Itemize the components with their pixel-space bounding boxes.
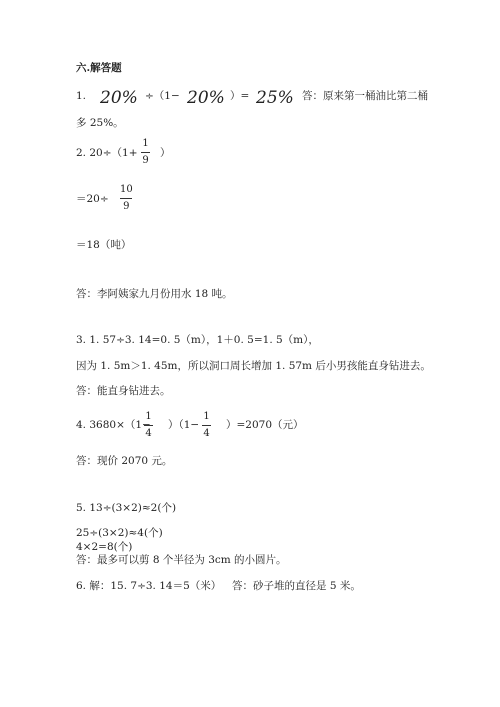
q4-middle: ）（1− xyxy=(168,419,200,431)
q2-fraction-2 xyxy=(120,184,133,213)
q1-percent-a: 20% xyxy=(100,88,138,108)
q2-line-2-prefix: ＝20÷ xyxy=(76,193,109,205)
q4-suffix: ）=2070（元） xyxy=(226,419,304,431)
q2-answer: 答：李阿姨家九月份用水 18 吨。 xyxy=(76,288,233,300)
q4-prefix: 4. 3680×（1− xyxy=(76,419,151,431)
q2-line-3: ＝18（吨） xyxy=(76,239,132,251)
q1-percent-c: 25% xyxy=(256,88,294,108)
q1-operator-1: ÷（1− xyxy=(145,90,180,102)
q5-line-1: 5. 13÷(3×2)≈2(个) xyxy=(76,502,177,514)
fraction-bar xyxy=(120,198,132,199)
fraction-numerator: 1 xyxy=(142,138,149,149)
q2-line-1-prefix: 2. 20÷（1+ xyxy=(76,147,138,159)
fraction-denominator: 9 xyxy=(142,155,149,166)
q1-answer: 答：原来第一桶油比第二桶 xyxy=(302,90,428,102)
q3-answer: 答：能直身钻进去。 xyxy=(76,385,171,397)
q6-line: 6. 解：15. 7÷3. 14＝5（米） xyxy=(76,580,222,592)
fraction-bar xyxy=(202,425,211,426)
section-title: 六.解答题 xyxy=(76,62,122,74)
fraction-denominator: 9 xyxy=(123,201,130,212)
q4-fraction-2 xyxy=(202,411,211,440)
q5-line-2: 25÷(3×2)≈4(个) xyxy=(76,527,163,539)
fraction-numerator: 1 xyxy=(203,411,210,422)
q5-answer: 答：最多可以剪 8 个半径为 3cm 的小圆片。 xyxy=(76,554,287,566)
q1-operator-2: ）= xyxy=(230,90,250,102)
fraction-bar xyxy=(144,425,153,426)
q2-line-1-suffix: ） xyxy=(160,147,171,159)
fraction-numerator: 10 xyxy=(120,184,133,195)
fraction-numerator: 1 xyxy=(145,411,152,422)
q6-answer: 答：砂子堆的直径是 5 米。 xyxy=(232,580,361,592)
q1-answer-continued: 多 25%。 xyxy=(76,117,124,129)
q3-line-1: 3. 1. 57÷3. 14=0. 5（m），1＋0. 5=1. 5（m）， xyxy=(76,334,319,346)
q4-fraction-1 xyxy=(144,411,153,440)
q5-line-3: 4×2=8(个) xyxy=(76,541,133,553)
q4-answer: 答：现价 2070 元。 xyxy=(76,455,173,467)
q1-number: 1. xyxy=(76,90,87,102)
q3-line-2: 因为 1. 5m＞1. 45m，所以洞口周长增加 1. 57m 后小男孩能直身钻进去。 xyxy=(76,360,431,372)
fraction-denominator: 4 xyxy=(145,428,152,439)
fraction-denominator: 4 xyxy=(203,428,210,439)
fraction-bar xyxy=(141,152,150,153)
q2-fraction-1 xyxy=(141,138,150,167)
q1-percent-b: 20% xyxy=(187,88,225,108)
